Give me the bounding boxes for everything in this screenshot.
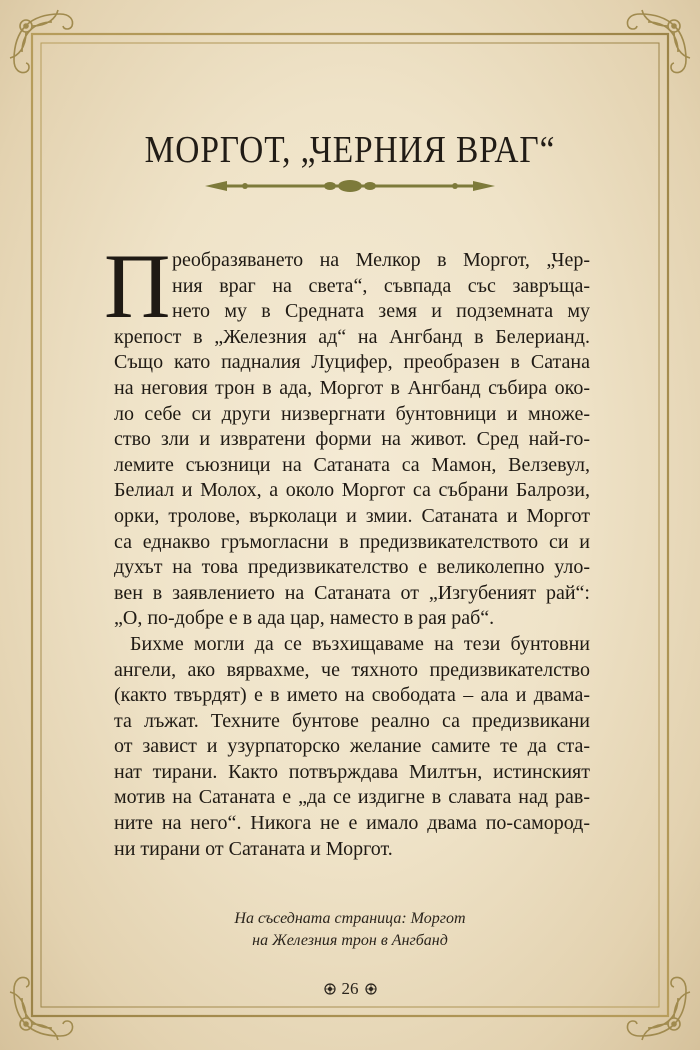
text-line: ангели, ако вярвахме, че тяхното предизвикателство: [114, 658, 590, 681]
page-number: 26: [341, 979, 359, 998]
text-line: ния враг на света“, съвпада със завръща-: [172, 274, 590, 297]
corner-flourish-icon: [10, 10, 73, 73]
caption-line: на Железния трон в Ангбанд: [252, 932, 448, 949]
text-line: ните на него“. Никога не е имало двама по-самород-: [114, 812, 590, 835]
text-line: „О, по-добре е в ада цар, наместо в рая раб“.: [114, 607, 495, 630]
text-line: (както твърдят) е в името на свободата – ала и двама-: [114, 684, 590, 707]
page-footer: [300, 978, 400, 1000]
text-line: вен в заявлението на Сатаната от „Изгубеният рай“:: [114, 581, 590, 604]
text-line: мотив на Сатаната е „да се издигне в славата над рав-: [114, 786, 590, 809]
drop-cap: П: [104, 235, 171, 337]
page-title: МОРГОТ, „ЧЕРНИЯ ВРАГ“: [144, 129, 556, 171]
text-line: от завист и узурпаторско желание самите те да ста-: [114, 735, 590, 758]
text-line: крепост в „Железния ад“ на Ангбанд в Белерианд.: [114, 325, 590, 348]
text-line: духът на това предизвикателство е великолепно уло-: [114, 556, 590, 579]
text-line: Бихме могли да се възхищаваме на тези бунтовни: [130, 632, 590, 655]
rosette-left-icon: [324, 983, 336, 995]
text-line: на неговия трон в ада, Моргот в Ангбанд събира око-: [114, 376, 590, 399]
text-line: ни тирани от Сатаната и Моргот.: [114, 837, 393, 860]
text-line: реобразяването на Мелкор в Моргот, „Чер-: [172, 249, 590, 271]
text-line: ло себе си други низвергнати бунтовници и множе-: [114, 402, 590, 425]
text-line: нат тирани. Както потвърждава Милтън, истинският: [114, 760, 590, 783]
rosette-right-icon: [365, 983, 377, 995]
text-line: та лъжат. Техните бунтове реално са предизвикани: [114, 709, 590, 732]
text-line: са еднакво гръмогласни в предизвикателството си и: [114, 530, 590, 553]
text-line: орки, тролове, върколаци и змии. Сатаната и Моргот: [114, 504, 590, 527]
text-line: лемите съюзници на Сатаната са Мамон, Велзевул,: [114, 453, 590, 476]
text-line: Белиал и Молох, а около Моргот са събрани Балрози,: [114, 479, 590, 502]
article-body: [104, 235, 590, 862]
text-line: Също като падналия Луцифер, преобразен в Сатана: [114, 351, 590, 374]
title-divider-ornament-icon: [205, 178, 495, 194]
text-line: ство зли и извратени форми на живот. Сред най-го-: [114, 428, 590, 451]
text-line: нето му в Средната земя и подземната му: [172, 300, 590, 323]
caption-line: На съседната страница: Моргот: [234, 910, 466, 927]
image-caption: [150, 908, 550, 952]
